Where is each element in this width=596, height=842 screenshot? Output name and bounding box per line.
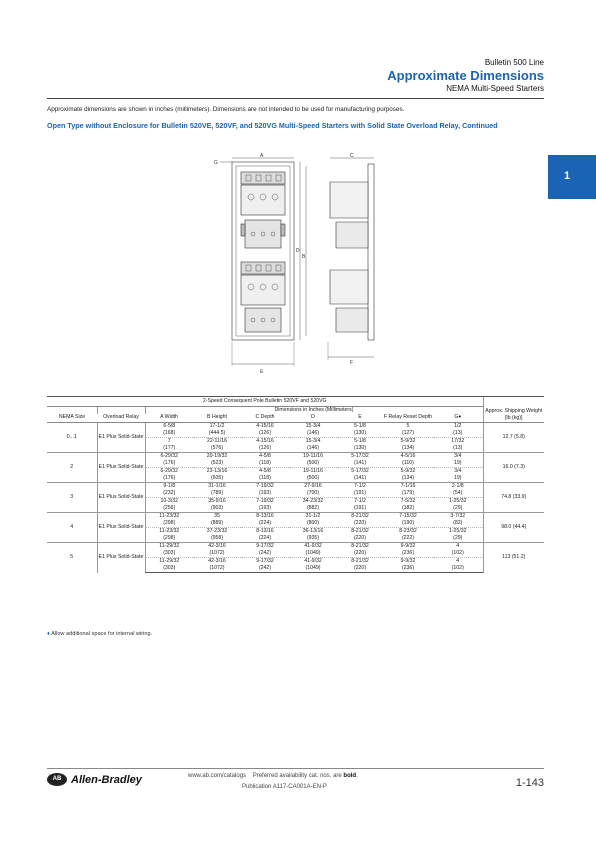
col-header-g: G♦ — [433, 414, 483, 423]
dim-b-inches: 31-1/16 — [208, 483, 226, 489]
dim-b-inches: 37-23/32 — [206, 528, 228, 534]
nema-size-cell: 0...1 — [47, 423, 97, 453]
dim-f-inches: 9-9/32 — [400, 558, 416, 564]
dim-g-mm: (102) — [451, 565, 464, 571]
dim-a-cell — [145, 558, 193, 573]
chapter-tab-number: 1 — [564, 170, 571, 182]
col-header-nema: NEMA Size — [47, 414, 97, 423]
shipping-weight-cell: 12.7 (5.8) — [483, 423, 544, 453]
dim-c-cell — [241, 483, 289, 498]
dim-g-cell — [433, 453, 483, 468]
dim-f-cell — [383, 423, 433, 438]
dim-e-cell — [337, 453, 383, 468]
col-header-e: E — [337, 414, 383, 423]
dim-g-cell — [433, 438, 483, 453]
side-view-lower-contactor — [330, 270, 368, 304]
dim-a-cell — [145, 423, 193, 438]
dim-g-inches: 3/4 — [454, 468, 462, 474]
dim-b-mm: (1072) — [209, 565, 225, 571]
logo-text: Allen-Bradley — [71, 773, 142, 786]
dim-b-mm: (576) — [210, 445, 224, 451]
dim-f-mm: (110) — [402, 460, 414, 466]
dim-e-mm: (220) — [353, 565, 367, 571]
dim-d-mm: (700) — [306, 490, 320, 496]
table-row — [47, 483, 544, 498]
dim-f-mm: (222) — [401, 535, 415, 541]
dim-e-inches: 8-21/32 — [351, 558, 369, 564]
dim-f-inches: 7-15/32 — [399, 513, 417, 519]
dim-c-inches: 9-17/32 — [256, 558, 274, 564]
dim-f-cell — [383, 513, 433, 528]
dim-a-inches: 11-29/32 — [159, 558, 180, 564]
dim-a-cell — [145, 543, 193, 558]
overload-relay-cell: E1 Plus Solid-State — [97, 483, 145, 513]
dim-a-cell — [145, 528, 193, 543]
dim-c-cell — [241, 453, 289, 468]
dim-g-mm: (13) — [453, 445, 463, 451]
dim-d-mm: (146) — [306, 430, 320, 436]
dim-e-mm: (130) — [353, 430, 367, 436]
nema-size-cell: 3 — [47, 483, 97, 513]
dim-e-mm: (220) — [353, 550, 367, 556]
dim-f-inches: 7-1/16 — [400, 483, 416, 489]
dim-c-mm: (193) — [258, 490, 272, 496]
dim-d-mm: (500) — [306, 475, 320, 481]
table-row — [47, 423, 544, 438]
dim-c-inches: 7-19/32 — [256, 483, 274, 489]
dim-b-mm: (903) — [210, 505, 224, 511]
dim-g-cell — [433, 498, 483, 513]
dim-b-cell — [193, 528, 241, 543]
starter-dimension-drawing — [210, 152, 395, 377]
dim-b-inches: 22-11/16 — [206, 438, 228, 444]
dim-a-inches: 6-29/32 — [160, 468, 179, 474]
upper-overload-relay — [245, 220, 281, 248]
overload-relay-cell: E1 Plus Solid-State — [97, 423, 145, 453]
dim-b-inches: 20-19/32 — [206, 453, 228, 459]
dim-d-mm: (1049) — [305, 550, 321, 556]
section-title: Open Type without Enclosure for Bulletin 520VE, 520VF, and 520VG Multi-Speed Starters with Solid State Overload Relay, Continued — [47, 121, 498, 130]
dim-d-inches: 15-3/4 — [305, 438, 321, 444]
dim-label-f: F — [350, 360, 354, 366]
dim-g-cell — [433, 558, 483, 573]
dim-f-cell — [383, 528, 433, 543]
page-subtitle: NEMA Multi-Speed Starters — [446, 84, 544, 93]
footnote-marker: ♦ — [47, 631, 50, 637]
col-header-b: B Height — [193, 414, 241, 423]
dim-d-mm: (882) — [306, 505, 320, 511]
dims-subheader: Dimensions in Inches (Millimeters) — [145, 407, 483, 415]
lower-contactor-top — [241, 262, 285, 274]
dim-d-inches: 19-11/16 — [302, 453, 324, 459]
dim-g-inches: 17/32 — [451, 438, 465, 444]
dim-e-inches: 7-1/2 — [354, 498, 366, 504]
lower-overload-relay — [245, 308, 281, 332]
dim-g-mm: 19) — [454, 475, 462, 481]
page-header — [387, 58, 544, 94]
dim-a-mm: (176) — [163, 460, 176, 466]
dim-a-inches: 10-3/32 — [160, 498, 179, 504]
dim-b-mm: (958) — [210, 535, 224, 541]
dim-g-inches: 2-1/8 — [451, 483, 464, 489]
dim-a-mm: (256) — [163, 505, 176, 511]
side-view-backplate — [368, 164, 374, 340]
dim-d-mm: (800) — [306, 520, 320, 526]
shipping-weight-cell: 16.0 (7.3) — [483, 453, 544, 483]
dim-a-mm: (303) — [163, 550, 176, 556]
dim-c-mm: (224) — [258, 520, 272, 526]
allen-bradley-logo[interactable] — [47, 771, 142, 785]
dim-e-cell — [337, 483, 383, 498]
dim-b-cell — [193, 543, 241, 558]
dim-a-mm: (298) — [163, 535, 176, 541]
dim-b-mm: (605) — [210, 475, 224, 481]
dim-b-cell — [193, 558, 241, 573]
dim-e-inches: 8-21/32 — [351, 528, 369, 534]
dim-label-c: C — [350, 153, 354, 159]
nema-size-cell: 4 — [47, 513, 97, 543]
dim-f-cell — [383, 453, 433, 468]
dim-g-cell — [433, 543, 483, 558]
dim-b-mm: (444.5) — [208, 430, 226, 436]
dim-a-mm: (177) — [163, 445, 176, 451]
dim-b-inches: 35-9/16 — [208, 498, 226, 504]
dim-f-cell — [383, 438, 433, 453]
dim-f-mm: (190) — [401, 520, 415, 526]
shipping-weight-cell: 113 (51.2) — [483, 543, 544, 573]
dim-f-cell — [383, 498, 433, 513]
overload-relay-cell: E1 Plus Solid-State — [97, 513, 145, 543]
dim-b-mm: (889) — [210, 520, 224, 526]
dim-d-cell — [289, 528, 337, 543]
nema-size-cell: 2 — [47, 453, 97, 483]
col-header-d: D — [289, 414, 337, 423]
dim-d-inches: 36-13/16 — [302, 528, 324, 534]
dim-e-mm: (130) — [353, 445, 367, 451]
dim-e-mm: (220) — [353, 535, 367, 541]
dim-label-e: E — [260, 369, 264, 375]
dim-c-cell — [241, 468, 289, 483]
dim-e-inches: 7-1/2 — [354, 483, 366, 489]
dim-b-cell — [193, 438, 241, 453]
dim-e-inches: 5-1/8 — [354, 423, 366, 429]
bulletin-line: Bulletin 500 Line — [484, 58, 544, 67]
dim-d-cell — [289, 438, 337, 453]
dim-a-mm: (168) — [163, 430, 176, 436]
publication-number: Publication A117-CA001A-EN-P — [242, 784, 327, 790]
dim-e-inches: 5-1/8 — [354, 438, 366, 444]
dim-b-cell — [193, 498, 241, 513]
dim-c-inches: 4-15/16 — [256, 423, 274, 429]
dim-d-cell — [289, 453, 337, 468]
dim-c-cell — [241, 438, 289, 453]
footer-divider — [47, 768, 544, 769]
dim-b-mm: (1072) — [209, 550, 225, 556]
dim-f-inches: 4-5/16 — [400, 453, 416, 459]
dim-a-inches: 11-29/32 — [159, 543, 180, 549]
footnote-text: Allow additional space for internal wiring. — [51, 631, 153, 637]
dim-f-mm: (182) — [401, 505, 415, 511]
dim-a-mm: (232) — [163, 490, 176, 496]
dim-f-inches: 5-9/32 — [400, 438, 416, 444]
dim-b-inches: 42-3/16 — [208, 543, 226, 549]
dim-a-cell — [145, 438, 193, 453]
dim-a-mm: (176) — [163, 475, 176, 481]
dim-d-cell — [289, 423, 337, 438]
dim-label-d: D — [296, 248, 300, 254]
dim-d-mm: (146) — [306, 445, 320, 451]
dim-label-a: A — [260, 153, 264, 159]
dim-c-mm: (193) — [258, 505, 272, 511]
dimensions-table — [47, 396, 544, 573]
dim-d-cell — [289, 558, 337, 573]
dim-g-inches: 3/4 — [454, 453, 462, 459]
table-row — [47, 513, 544, 528]
dim-a-inches: 11-23/32 — [159, 528, 180, 534]
dim-c-cell — [241, 498, 289, 513]
dim-c-inches: 8-13/16 — [256, 513, 274, 519]
dim-g-cell — [433, 483, 483, 498]
dim-f-cell — [383, 483, 433, 498]
col-header-f: F Relay Reset Depth — [383, 414, 433, 423]
dim-c-mm: (126) — [258, 445, 272, 451]
col-header-weight: Approx. Shipping Weight [lb (kg)] — [483, 397, 544, 423]
dim-d-inches: 41-9/32 — [304, 543, 322, 549]
dim-g-inches: 3-7/32 — [450, 513, 466, 519]
dim-e-mm: (191) — [353, 490, 367, 496]
dim-c-cell — [241, 423, 289, 438]
dim-c-cell — [241, 513, 289, 528]
dim-label-b: B — [302, 254, 306, 260]
dim-d-inches: 31-1/2 — [305, 513, 321, 519]
dim-label-g: G — [214, 160, 218, 166]
dim-g-mm: (29) — [453, 535, 463, 541]
dim-g-cell — [433, 528, 483, 543]
dim-c-inches: 9-17/32 — [256, 543, 274, 549]
dim-c-inches: 4-15/16 — [256, 438, 274, 444]
dim-g-cell — [433, 468, 483, 483]
dim-g-inches: 4 — [456, 558, 460, 564]
upper-contactor-top — [241, 172, 285, 184]
dim-a-mm: (303) — [163, 565, 176, 571]
dim-c-inches: 8-13/16 — [256, 528, 274, 534]
dim-b-mm: (789) — [210, 490, 224, 496]
dim-d-inches: 15-3/4 — [305, 423, 321, 429]
dim-c-mm: (118) — [259, 475, 271, 481]
dim-f-inches: 9-9/32 — [400, 543, 416, 549]
dim-b-cell — [193, 483, 241, 498]
dim-d-mm: (935) — [306, 535, 320, 541]
dim-c-mm: (126) — [258, 430, 272, 436]
dim-e-mm: (220) — [353, 520, 367, 526]
dim-e-cell — [337, 498, 383, 513]
ab-logo-mark: AB — [47, 773, 67, 786]
dim-e-cell — [337, 558, 383, 573]
footnote — [47, 631, 152, 637]
dim-g-mm: (82) — [453, 520, 463, 526]
dim-f-mm: (236) — [401, 550, 415, 556]
dim-c-cell — [241, 558, 289, 573]
dim-e-cell — [337, 528, 383, 543]
dim-c-inches: 4-5/8 — [259, 453, 271, 459]
dim-a-inches: 9-1/8 — [163, 483, 176, 489]
dim-e-inches: 8-21/32 — [351, 543, 369, 549]
dim-e-inches: 5-17/32 — [351, 468, 369, 474]
dim-g-inches: 1-25/32 — [448, 528, 467, 534]
dim-b-inches: 17-1/2 — [209, 423, 225, 429]
nema-size-cell: 5 — [47, 543, 97, 573]
dim-g-inches: 1/2 — [454, 423, 462, 429]
table-title: 2-Speed Consequent Pole Bulletin 520VF and 520VG — [47, 397, 483, 407]
side-view-upper-contactor — [330, 182, 368, 218]
dim-g-inches: 4 — [456, 543, 460, 549]
dim-f-inches: 5-9/32 — [400, 468, 416, 474]
dim-g-mm: (29) — [453, 505, 463, 511]
col-header-overload: Overload Relay — [97, 414, 145, 423]
footer-links: www.ab.com/catalogs Preferred availability cat. nos. are bold. — [188, 773, 358, 779]
dim-f-inches: 7-5/32 — [400, 498, 416, 504]
dim-f-mm: (127) — [401, 430, 415, 436]
dim-b-inches: 23-13/16 — [206, 468, 228, 474]
dim-e-cell — [337, 543, 383, 558]
catalog-url-link[interactable]: www.ab.com/catalogs — [188, 773, 247, 779]
dim-e-inches: 8-21/32 — [351, 513, 369, 519]
dim-c-mm: (118) — [259, 460, 271, 466]
dim-c-cell — [241, 543, 289, 558]
dim-d-cell — [289, 468, 337, 483]
overload-relay-cell: E1 Plus Solid-State — [97, 543, 145, 573]
dim-b-cell — [193, 513, 241, 528]
dim-a-cell — [145, 498, 193, 513]
dim-c-inches: 4-5/8 — [259, 468, 271, 474]
dim-b-cell — [193, 468, 241, 483]
dim-g-mm: (13) — [453, 430, 463, 436]
col-header-c: C Depth — [241, 414, 289, 423]
dim-f-cell — [383, 543, 433, 558]
page-title: Approximate Dimensions — [387, 68, 544, 83]
dim-d-inches: 19-11/16 — [302, 468, 324, 474]
dim-f-inches: 5 — [406, 423, 410, 429]
dim-d-cell — [289, 513, 337, 528]
shipping-weight-cell: 74.8 (33.9) — [483, 483, 544, 513]
dim-a-mm: (298) — [163, 520, 176, 526]
dim-e-cell — [337, 423, 383, 438]
intro-text: Approximate dimensions are shown in inches (millimeters). Dimensions are not intended to be used for manufacturing purposes. — [47, 106, 405, 113]
col-header-a: A Width — [145, 414, 193, 423]
dim-b-mm: (523) — [210, 460, 224, 466]
dim-d-mm: (500) — [306, 460, 320, 466]
dim-a-cell — [145, 453, 193, 468]
dim-a-cell — [145, 483, 193, 498]
dim-e-cell — [337, 513, 383, 528]
dim-g-cell — [433, 423, 483, 438]
dim-g-mm: (102) — [451, 550, 464, 556]
dim-g-inches: 1-25/32 — [448, 498, 467, 504]
dim-a-inches: 7 — [167, 438, 171, 444]
dim-f-mm: (134) — [401, 445, 415, 451]
page-number: 1-143 — [515, 777, 544, 789]
dim-g-mm: (54) — [453, 490, 463, 496]
dim-e-mm: (141) — [353, 475, 367, 481]
dim-f-cell — [383, 468, 433, 483]
dim-a-cell — [145, 513, 193, 528]
dim-f-mm: (236) — [401, 565, 415, 571]
dim-b-inches: 42-3/16 — [208, 558, 226, 564]
dim-a-inches: 6-5/8 — [163, 423, 176, 429]
dim-b-cell — [193, 453, 241, 468]
dim-f-mm: (134) — [401, 475, 415, 481]
dim-a-inches: 11-23/32 — [159, 513, 180, 519]
dim-e-cell — [337, 438, 383, 453]
dim-d-mm: (1049) — [305, 565, 321, 571]
availability-note: Preferred availability cat. nos. are — [252, 773, 342, 779]
dim-e-mm: (141) — [353, 460, 367, 466]
dim-a-cell — [145, 468, 193, 483]
dim-d-cell — [289, 498, 337, 513]
dim-d-inches: 41-9/32 — [304, 558, 322, 564]
dim-f-inches: 8-23/32 — [399, 528, 417, 534]
table-row — [47, 543, 544, 558]
dim-g-cell — [433, 513, 483, 528]
table-row — [47, 453, 544, 468]
dim-e-mm: (191) — [353, 505, 367, 511]
dim-d-cell — [289, 543, 337, 558]
dim-f-cell — [383, 558, 433, 573]
shipping-weight-cell: 98.0 (44.4) — [483, 513, 544, 543]
dim-b-cell — [193, 423, 241, 438]
dim-e-cell — [337, 468, 383, 483]
dim-c-mm: (224) — [258, 535, 272, 541]
dim-d-inches: 34-23/32 — [302, 498, 324, 504]
header-divider — [47, 98, 544, 99]
dim-d-inches: 27-9/16 — [304, 483, 322, 489]
dim-b-inches: 35 — [214, 513, 220, 519]
chapter-tab[interactable] — [548, 155, 596, 199]
availability-bold-word: bold — [343, 773, 357, 779]
dim-a-inches: 6-29/32 — [160, 453, 179, 459]
dim-g-mm: 19) — [454, 460, 462, 466]
dim-c-cell — [241, 528, 289, 543]
overload-relay-cell: E1 Plus Solid-State — [97, 453, 145, 483]
dim-c-mm: (242) — [258, 550, 272, 556]
dim-e-inches: 5-17/32 — [351, 453, 369, 459]
dim-c-inches: 7-19/32 — [256, 498, 274, 504]
dim-c-mm: (242) — [258, 565, 272, 571]
dim-d-cell — [289, 483, 337, 498]
dim-f-mm: (179) — [401, 490, 415, 496]
